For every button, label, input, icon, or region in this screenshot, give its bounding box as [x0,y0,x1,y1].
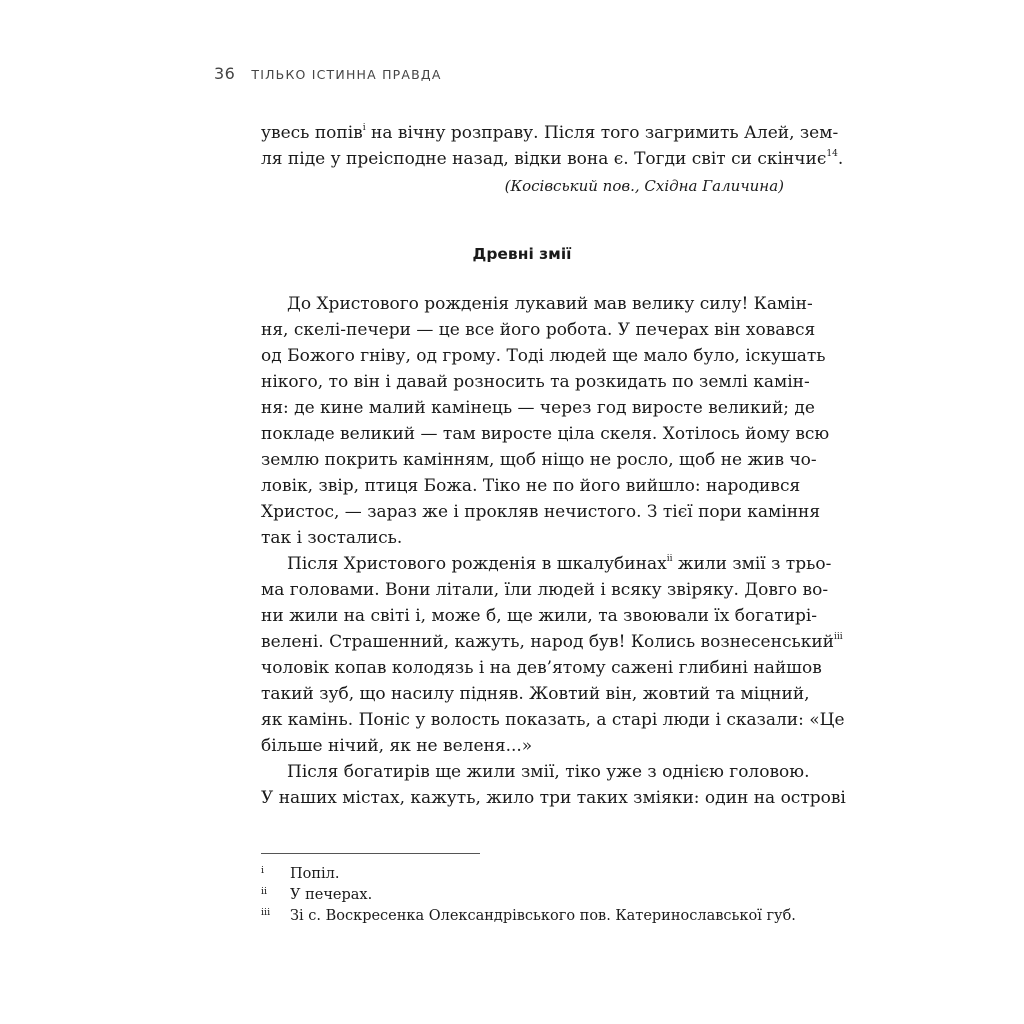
footnote-mark: ii [261,886,268,897]
footnote-item [261,864,796,885]
text-line: До Христового рожденія лукавий мав велику силу! Камін- [287,294,813,314]
text-line: ма головами. Вони літали, їли людей і всяку звіряку. Довго во- [261,580,829,600]
footnote-text: Зі с. Воскресенка Олександрівського пов. Катеринославської губ. [290,908,796,924]
body-text [261,291,846,811]
footnote-divider [261,853,480,854]
text-line: ля піде у преісподне назад, відки вона є. Тогди світ си скінчиє$^{14}$. [261,149,844,169]
running-title: ТІЛЬКО ІСТИННА ПРАВДА [251,67,442,82]
page-number: 36 [214,64,236,83]
text-line: ня: де кине малий камінець — через год виросте великий; де [261,398,815,418]
footnote-item [261,885,796,906]
footnote-text: У печерах. [290,887,373,903]
footnote-mark: i [261,865,265,876]
text-line: ня, скелі-печери — це все його робота. У печерах він ховався [261,320,816,340]
text-line: Після Христового рожденія в шкалубинах$^{ii}$ жили змії з трьо- [287,554,832,574]
text-line: як камінь. Поніс у волость показать, а старі люди і сказали: «Це [261,710,845,730]
text-line: велені. Страшенний, кажуть, народ був! Колись вознесенський$^{iii}$ [261,632,843,652]
footnote-ref: ii [666,554,673,565]
text-line: од Божого гніву, од грому. Тоді людей ще мало було, іскушать [261,346,826,366]
text-line: землю покрить камінням, щоб ніщо не росло, щоб не жив чо- [261,450,817,470]
endnote-ref: 14 [826,149,838,160]
text-line: ловік, звір, птиця Божа. Тіко не по його вийшло: народився [261,476,801,496]
text-line: Христос, — зараз же і прокляв нечистого. З тієї пори каміння [261,502,821,522]
text-line: більше нічий, як не веленя...» [261,736,533,756]
page-header [214,64,442,83]
text-line: покладе великий — там виросте ціла скеля. Хотілось йому всю [261,424,830,444]
footnote-mark: iii [261,907,271,918]
text-line: У наших містах, кажуть, жило три таких зміяки: один на острові [261,788,846,808]
text-line: такий зуб, що насилу підняв. Жовтий він, жовтий та міцний, [261,684,810,704]
text-line: так і зостались. [261,528,403,548]
footnote-ref: iii [834,632,843,643]
text-line: увесь попів$^i$ на вічну розправу. Після того загримить Алей, зем- [261,123,839,143]
text-line: нікого, то він і давай розносить та розкидать по землі камін- [261,372,810,392]
section-heading: Древні змії [472,245,572,263]
source-citation: (Косівський пов., Східна Галичина) [504,177,784,195]
top-paragraph [261,120,844,172]
footnote-text: Попіл. [290,866,340,882]
footnote-ref: i [362,123,366,134]
text-line: Після богатирів ще жили змії, тіко уже з однією головою. [287,762,810,782]
footnotes [261,864,796,927]
footnote-item [261,906,796,927]
text-line: ни жили на світі і, може б, ще жили, та звоювали їх богатирі- [261,606,818,626]
text-line: чоловік копав колодязь і на дев’ятому сажені глибині найшов [261,658,822,678]
